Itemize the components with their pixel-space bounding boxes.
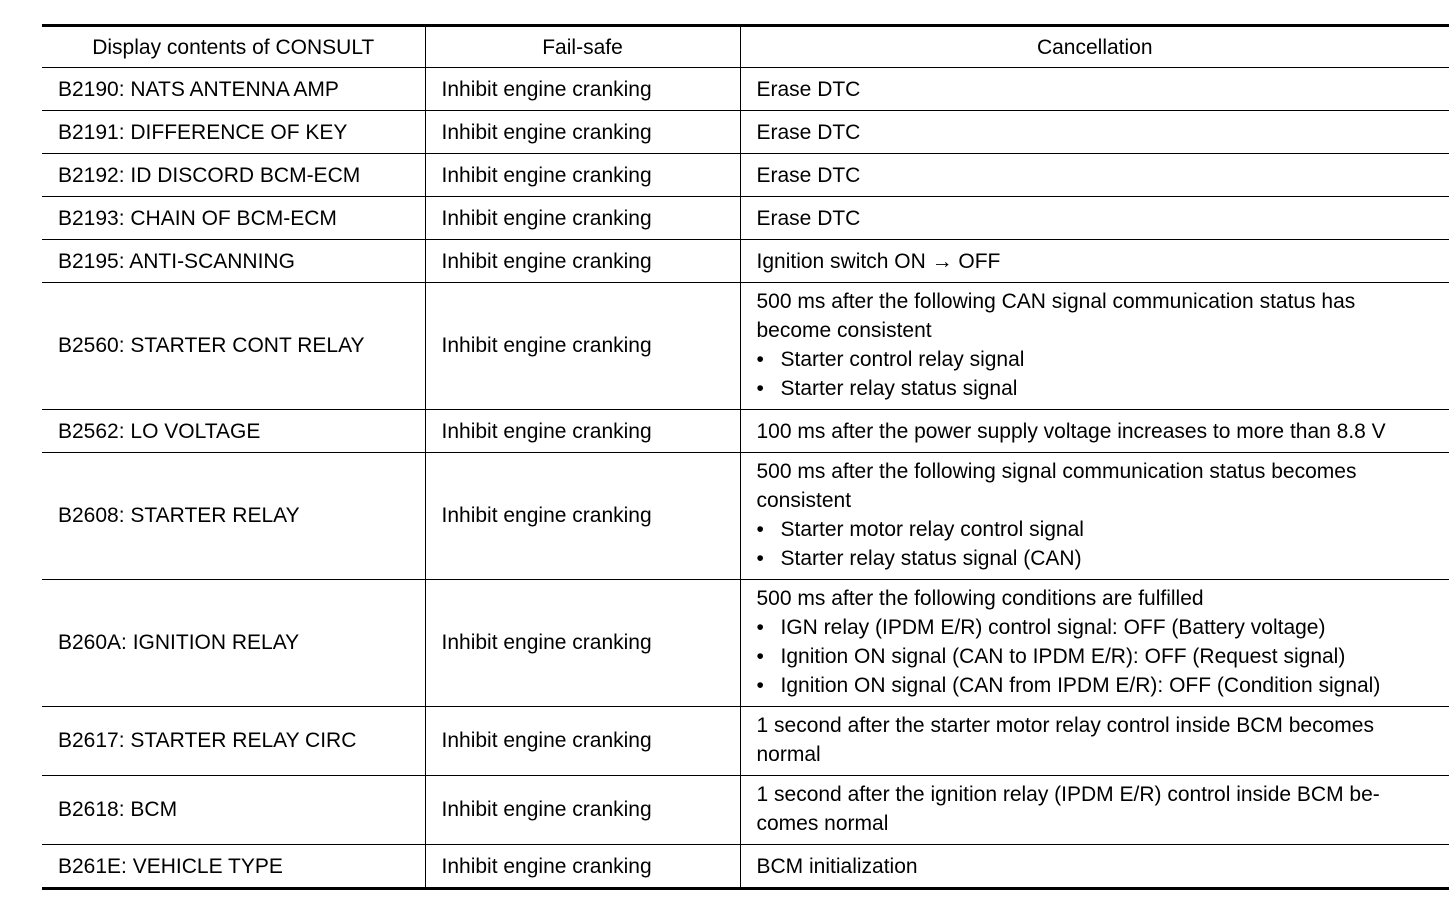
consult-cell: B2617: STARTER RELAY CIRC	[42, 707, 425, 776]
failsafe-cell: Inhibit engine cranking	[425, 776, 740, 845]
cancellation-cell	[740, 197, 1449, 240]
failsafe-cell: Inhibit engine cranking	[425, 111, 740, 154]
consult-cell: B2195: ANTI-SCANNING	[42, 240, 425, 283]
table-row	[42, 197, 1449, 240]
cancellation-cell	[740, 240, 1449, 283]
cancellation-cell	[740, 410, 1449, 453]
cancellation-text: 100 ms after the power supply voltage increases to more than 8.8 V	[756, 419, 1386, 443]
cancellation-text: 500 ms after the following conditions are fulfilled	[756, 587, 1204, 610]
header-failsafe: Fail-safe	[425, 26, 740, 68]
consult-cell: B2560: STARTER CONT RELAY	[42, 283, 425, 410]
table-row	[42, 68, 1449, 111]
failsafe-cell: Inhibit engine cranking	[425, 410, 740, 453]
consult-cell: B261E: VEHICLE TYPE	[42, 845, 425, 889]
cancellation-cell	[740, 154, 1449, 197]
failsafe-cell: Inhibit engine cranking	[425, 707, 740, 776]
failsafe-cell: Inhibit engine cranking	[425, 283, 740, 410]
cancellation-bullet: • Ignition ON signal (CAN from IPDM E/R): OFF (Condition signal)	[757, 671, 1436, 700]
cancellation-text: Erase DTC	[756, 206, 861, 230]
table-header	[42, 26, 1449, 68]
cancellation-bullet-list	[757, 515, 1436, 573]
failsafe-cell: Inhibit engine cranking	[425, 68, 740, 111]
failsafe-cell: Inhibit engine cranking	[425, 453, 740, 580]
cancellation-bullet: • Starter control relay signal	[757, 345, 1436, 374]
failsafe-cell: Inhibit engine cranking	[425, 580, 740, 707]
consult-cell: B2192: ID DISCORD BCM-ECM	[42, 154, 425, 197]
consult-cell: B2562: LO VOLTAGE	[42, 410, 425, 453]
cancellation-text: 1 second after the starter motor relay control inside BCM becomes	[756, 714, 1374, 737]
consult-cell: B2191: DIFFERENCE OF KEY	[42, 111, 425, 154]
cancellation-cell	[740, 68, 1449, 111]
cancellation-text: Erase DTC	[756, 77, 861, 101]
cancellation-text: normal	[756, 743, 821, 766]
cancellation-text: 500 ms after the following CAN signal communication status has	[756, 290, 1356, 313]
cancellation-text: comes normal	[756, 812, 889, 835]
header-cancellation: Cancellation	[740, 26, 1449, 68]
cancellation-text: 500 ms after the following signal communication status becomes	[756, 460, 1357, 483]
cancellation-text: Ignition switch ON → OFF	[756, 249, 1001, 273]
cancellation-bullet-list	[757, 613, 1436, 700]
cancellation-text: consistent	[756, 489, 852, 512]
table-row	[42, 283, 1449, 410]
table-row	[42, 154, 1449, 197]
cancellation-text: 1 second after the ignition relay (IPDM E/R) control inside BCM be-	[756, 783, 1380, 806]
cancellation-bullet-list	[757, 345, 1436, 403]
consult-cell: B2608: STARTER RELAY	[42, 453, 425, 580]
table-row	[42, 707, 1449, 776]
failsafe-cell: Inhibit engine cranking	[425, 197, 740, 240]
cancellation-bullet: • Starter motor relay control signal	[757, 515, 1436, 544]
cancellation-cell	[740, 845, 1449, 889]
table-row	[42, 111, 1449, 154]
cancellation-cell	[740, 707, 1449, 776]
cancellation-cell	[740, 453, 1449, 580]
cancellation-bullet: • Starter relay status signal	[757, 374, 1436, 403]
cancellation-text: BCM initialization	[756, 854, 918, 878]
table-row	[42, 240, 1449, 283]
consult-cell: B2618: BCM	[42, 776, 425, 845]
cancellation-cell	[740, 283, 1449, 410]
cancellation-text: become consistent	[756, 319, 932, 342]
header-consult: Display contents of CONSULT	[42, 26, 425, 68]
failsafe-table	[42, 24, 1449, 890]
table-body	[42, 68, 1449, 889]
cancellation-cell	[740, 580, 1449, 707]
table-row	[42, 453, 1449, 580]
consult-cell: B2190: NATS ANTENNA AMP	[42, 68, 425, 111]
cancellation-bullet: • Ignition ON signal (CAN to IPDM E/R): OFF (Request signal)	[757, 642, 1436, 671]
consult-cell: B260A: IGNITION RELAY	[42, 580, 425, 707]
consult-cell: B2193: CHAIN OF BCM-ECM	[42, 197, 425, 240]
table-row	[42, 845, 1449, 889]
cancellation-text: Erase DTC	[756, 120, 861, 144]
cancellation-cell	[740, 776, 1449, 845]
header-row	[42, 26, 1449, 68]
failsafe-cell: Inhibit engine cranking	[425, 240, 740, 283]
cancellation-text: Erase DTC	[756, 163, 861, 187]
cancellation-bullet: • Starter relay status signal (CAN)	[757, 544, 1436, 573]
cancellation-cell	[740, 111, 1449, 154]
failsafe-cell: Inhibit engine cranking	[425, 154, 740, 197]
table-row	[42, 776, 1449, 845]
failsafe-cell: Inhibit engine cranking	[425, 845, 740, 889]
cancellation-bullet: • IGN relay (IPDM E/R) control signal: OFF (Battery voltage)	[757, 613, 1436, 642]
table-row	[42, 410, 1449, 453]
table-row	[42, 580, 1449, 707]
